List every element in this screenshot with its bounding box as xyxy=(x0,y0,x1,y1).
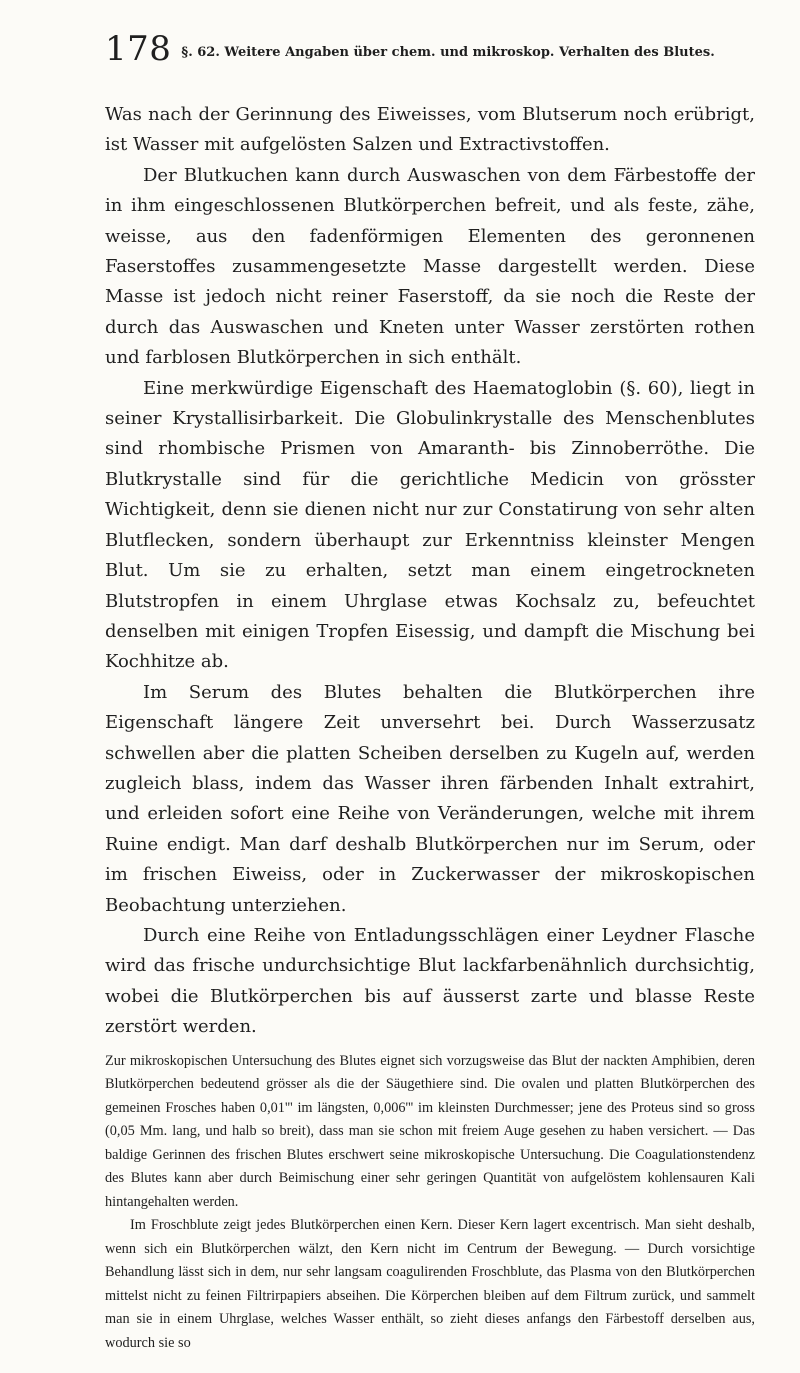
body-paragraph-3: Eine merkwürdige Eigenschaft des Haematoglobin (§. 60), liegt in seiner Krystallisirbarkeit. Die Globulinkrystalle des Menschenblutes sind rhombische Prismen von Amaranth- bis Zinnoberröthe. Die Blutkrystalle sind für die gerichtliche Medicin von grösster Wichtigkeit, denn sie dienen nicht nur zur Constatirung von sehr alten Blutflecken, sondern überhaupt zur Erkenntniss kleinster Mengen Blut. Um sie zu erhalten, setzt man einem eingetrockneten Blutstropfen in einem Uhrglase etwas Kochsalz zu, befeuchtet denselben mit einigen Tropfen Eisessig, und dampft die Mischung bei Kochhitze ab. xyxy=(105,377,755,673)
body-paragraph-2: Der Blutkuchen kann durch Auswaschen von dem Färbestoffe der in ihm eingeschlossenen Blutkörperchen befreit, und als feste, zähe, weisse, aus den fadenförmigen Elementen des geronnenen Faserstoffes zusammengesetzte Masse dargestellt werden. Diese Masse ist jedoch nicht reiner Faserstoff, da sie noch die Reste der durch das Auswaschen und Kneten unter Wasser zerstörten rothen und farblosen Blutkörperchen in sich enthält. xyxy=(105,164,755,369)
page-number: 178 xyxy=(105,29,172,69)
body-paragraph-5: Durch eine Reihe von Entladungsschlägen einer Leydner Flasche wird das frische undurchsichtige Blut lackfarbenähnlich durchsichtig, wobei die Blutkörperchen bis auf äusserst zarte und blasse Reste zerstört werden. xyxy=(105,924,755,1038)
text-block xyxy=(105,100,755,1355)
note-paragraph-1: Zur mikroskopischen Untersuchung des Blutes eignet sich vorzugsweise das Blut der nackten Amphibien, deren Blutkörperchen bedeutend grösser als die der Säugethiere sind. Die ovalen und platten Blutkörperchen des gemeinen Frosches haben 0,01''' im längsten, 0,006''' im kleinsten Durchmesser; jene des Proteus sind so gross (0,05 Mm. lang, und halb so breit), dass man sie schon mit freiem Auge gesehen zu haben versichert. — Das baldige Gerinnen des frischen Blutes erschwert seine mikroskopische Untersuchung. Die Coagulationstendenz des Blutes kann aber durch Beimischung einer sehr geringen Quantität von aufgelöstem kohlensauren Kali hintangehalten werden. xyxy=(105,1052,755,1210)
running-title: §. 62. Weitere Angaben über chem. und mikroskop. Verhalten des Blutes. xyxy=(181,45,715,60)
note-paragraph-2: Im Froschblute zeigt jedes Blutkörperchen einen Kern. Dieser Kern lagert excentrisch. Man sieht deshalb, wenn sich ein Blutkörperchen wälzt, den Kern nicht im Centrum der Bewegung. — Durch vorsichtige Behandlung lässt sich in dem, nur sehr langsam coagulirenden Froschblute, das Plasma von den Blutkörperchen mittelst nicht zu feinen Filtrirpapiers abseihen. Die Körperchen bleiben auf dem Filtrum zurück, und sammelt man sie in einem Uhrglase, welches Wasser enthält, so zieht dieses anfangs den Färbestoff derselben aus, wodurch sie so xyxy=(105,1217,755,1351)
body-paragraph-4: Im Serum des Blutes behalten die Blutkörperchen ihre Eigenschaft längere Zeit unversehrt bei. Durch Wasserzusatz schwellen aber die platten Scheiben derselben zu Kugeln auf, werden zugleich blass, indem das Wasser ihren färbenden Inhalt extrahirt, und erleiden sofort eine Reihe von Veränderungen, welche mit ihrem Ruine endigt. Man darf deshalb Blutkörperchen nur im Serum, oder im frischen Eiweiss, oder in Zuckerwasser der mikroskopischen Beobachtung unterziehen. xyxy=(105,681,755,916)
page-header xyxy=(105,29,755,72)
body-paragraph-1: Was nach der Gerinnung des Eiweisses, vom Blutserum noch erübrigt, ist Wasser mit aufgelösten Salzen und Extractivstoffen. xyxy=(105,104,755,156)
small-print-note xyxy=(105,1050,755,1356)
main-text xyxy=(105,100,755,1043)
